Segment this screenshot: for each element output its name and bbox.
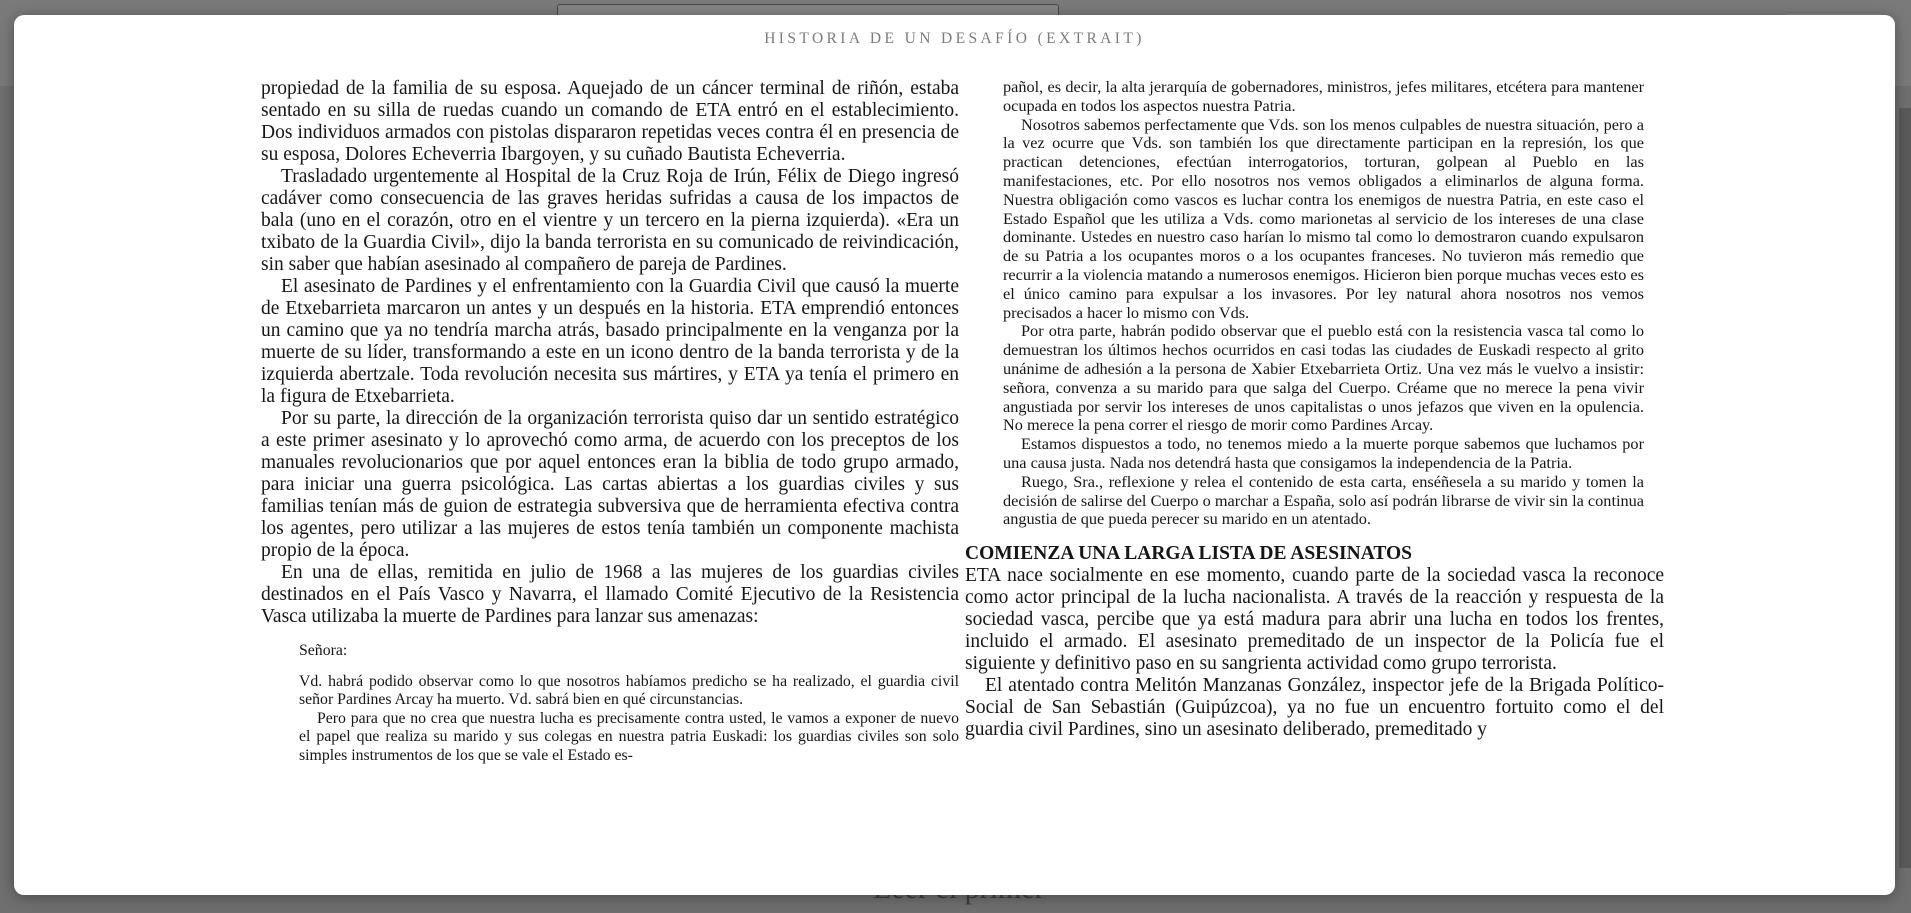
excerpt-modal xyxy=(14,15,1895,895)
quoted-letter-continued xyxy=(965,78,1664,529)
background-page-edge xyxy=(1899,108,1911,868)
letter-paragraph: Nosotros sabemos perfectamente que Vds. son los menos culpables de nuestra situación, pero a la vez ocurre que Vds. son también los que directamente participan en la represión, los que practican detenciones, efectúan interrogatorios, torturan, golpean al Pueblo en las manifestaciones, etc. Por ello nosotros nos vemos obligados a eliminarlos de alguna forma. Nuestra obligación como vascos es luchar contra los enemigos de nuestra Patria, en este caso el Estado Español que les utiliza a Vds. como marionetas al servicio de los intereses de una clase dominante. Ustedes en nuestro caso harían lo mismo tal como lo demostraron cuando expulsaron de su Patria a los ocupantes moros o a los ocupantes franceses. No tuvieron más remedio que recurrir a la violencia matando a numerosos enemigos. Hicieron bien porque muchas veces esto es el único camino para expulsar a los invasores. Por ley natural ahora nosotros nos vemos precisados a hacer lo mismo con Vds. xyxy=(1003,114,1644,322)
letter-paragraph: Estamos dispuestos a todo, no tenemos miedo a la muerte porque sabemos que luchamos por una causa justa. Nada nos detendrá hasta que consigamos la independencia de la Patria. xyxy=(1003,434,1644,472)
modal-title: HISTORIA DE UN DESAFÍO (EXTRAIT) xyxy=(764,30,1145,47)
letter-opening: Vd. habrá podido observar como lo que nosotros habíamos predicho se ha realizado, el guardia civil señor Pardines Arcay ha muerto. Vd. sabrá bien en qué circunstancias. xyxy=(299,672,959,708)
section-heading: COMIENZA UNA LARGA LISTA DE ASESINATOS xyxy=(965,543,1413,565)
letter-paragraph: Pero para que no crea que nuestra lucha es precisamente contra usted, le vamos a exponer de nuevo el papel que realiza su marido y sus colegas en nuestra patria Euskadi: los guardias civiles son solo simples instrumentos de los que se vale el Estado es- xyxy=(299,709,959,764)
quoted-letter xyxy=(299,642,959,765)
letter-paragraph: pañol, es decir, la alta jerarquía de gobernadores, ministros, jefes militares, etcétera para mantener ocupada en todos los aspectos nuestra Patria. xyxy=(1003,77,1644,115)
letter-salutation: Señora: xyxy=(299,642,348,659)
paragraph: Trasladado urgentemente al Hospital de la Cruz Roja de Irún, Félix de Diego ingresó cadáver como consecuencia de las graves heridas sufridas a causa de los impactos de bala (uno en el corazón, otro en el vientre y un tercero en la pierna izquierda). «Era un txibato de la Guardia Civil», dijo la banda terrorista en su comunicado de reivindicación, sin saber que habían asesinado al compañero de pareja de Pardines. xyxy=(261,166,959,275)
paragraph: En una de ellas, remitida en julio de 1968 a las mujeres de los guardias civiles destinados en el País Vasco y Navarra, el llamado Comité Ejecutivo de la Resistencia Vasca utilizaba la muerte de Pardines para lanzar sus amenazas: xyxy=(261,562,959,627)
paragraph: El asesinato de Pardines y el enfrentamiento con la Guardia Civil que causó la muerte de Etxebarrieta marcaron un antes y un después en la historia. ETA emprendió entonces un camino que ya no tendría marcha atrás, basado principalmente en la venganza por la muerte de su líder, transformando a este en un icono dentro de la banda terrorista y de la izquierda abertzale. Toda revolución necesita sus mártires, y ETA ya tenía el primero en la figura de Etxebarrieta. xyxy=(261,276,959,407)
paragraph: Por su parte, la dirección de la organización terrorista quiso dar un sentido estratégico a este primer asesinato y lo aprovechó como arma, de acuerdo con los preceptos de los manuales revolucionarios que por aquel entonces eran la biblia de todo grupo armado, para iniciar una guerra psicológica. Las cartas abiertas a los guardias civiles y sus familias tenían más de guion de estrategia subversiva que de herramienta efectiva contra los agentes, pero utilizar a las mujeres de estos tenía también un componente machista propio de la época. xyxy=(261,408,959,561)
paragraph: propiedad de la familia de su esposa. Aquejado de un cáncer terminal de riñón, estaba sentado en su silla de ruedas cuando un comando de ETA entró en el establecimiento. Dos individuos armados con pistolas dispararon repetidas veces contra él en presencia de su esposa, Dolores Echeverria Ibargoyen, y su cuñado Bautista Echeverria. xyxy=(261,78,959,165)
left-column xyxy=(261,78,959,765)
right-column xyxy=(965,78,1664,741)
letter-paragraph: Ruego, Sra., reflexione y relea el contenido de esta carta, enséñesela a su marido y tomen la decisión de salirse del Cuerpo o marchar a España, solo así podrán librarse de vivir sin la continua angustia de que pueda perecer su marido en un atentado. xyxy=(1003,471,1644,529)
paragraph: El atentado contra Melitón Manzanas González, inspector jefe de la Brigada Político-Social de San Sebastián (Guipúzcoa), ya no fue un encuentro fortuito como el del guardia civil Pardines, sino un asesinato deliberado, premeditado y xyxy=(965,675,1664,741)
paragraph: ETA nace socialmente en ese momento, cuando parte de la sociedad vasca la reconoce como actor principal de la lucha nacionalista. A través de la reacción y respuesta de la sociedad vasca, percibe que ya está madura para abrir una lucha en todos los frentes, incluido el armado. El asesinato premeditado de un inspector de la Policía fue el siguiente y definitivo paso en su sangrienta actividad como grupo terrorista. xyxy=(965,565,1664,675)
letter-paragraph: Por otra parte, habrán podido observar que el pueblo está con la resistencia vasca tal como lo demuestran los últimos hechos ocurridos en casi todas las ciudades de Euskadi respecto al grito unánime de adhesión a la persona de Xabier Etxebarrieta Ortiz. Una vez más le vuelvo a insistir: señora, convenza a su marido para que salga del Cuerpo. Créame que no merece la pena vivir angustiada por servir los intereses de unos capitalistas o unos jefazos que viven en la opulencia. No merece la pena correr el riesgo de morir como Pardines Arcay. xyxy=(1003,321,1644,435)
